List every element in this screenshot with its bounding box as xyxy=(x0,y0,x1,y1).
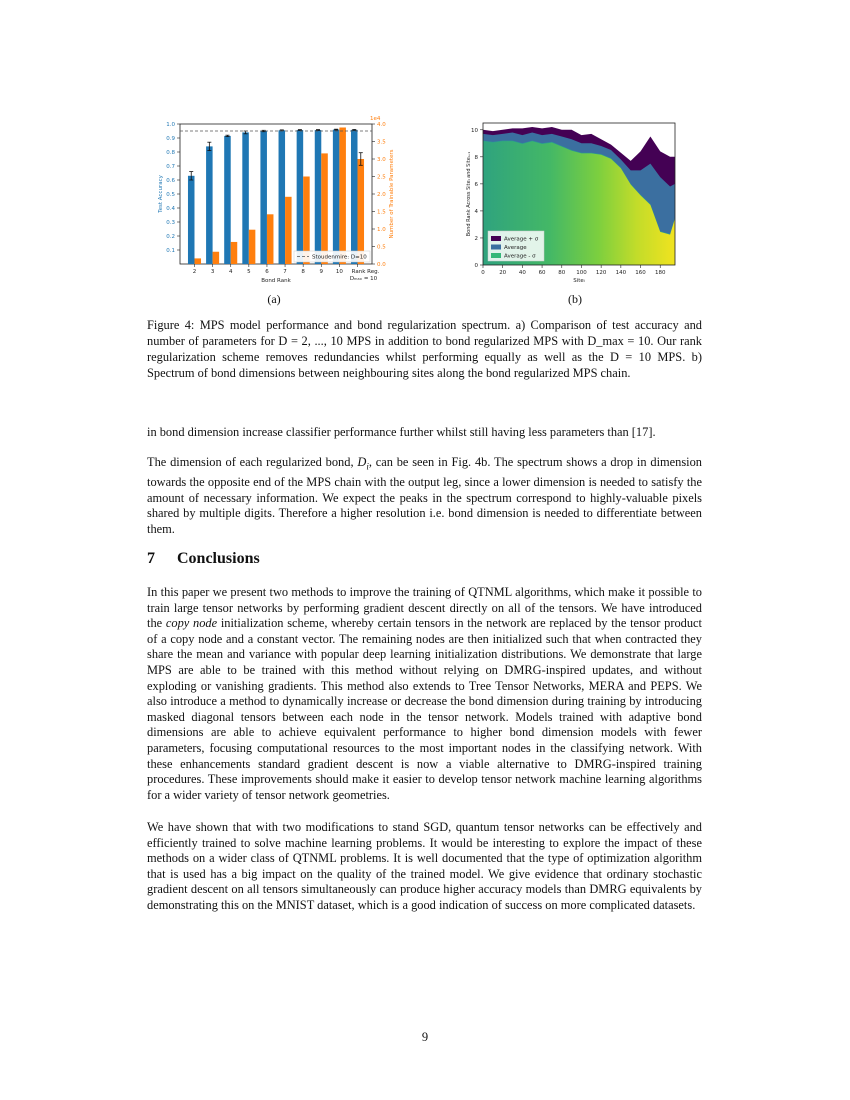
y-tick-label: 0.9 xyxy=(166,136,175,142)
x-tick-label: 180 xyxy=(654,270,666,276)
figure-4a-bar-chart xyxy=(150,112,400,292)
text-run: initialization scheme, whereby certain tensors in the network are replaced by the tensor product of a copy node and a constant vector. The remaining nodes are then initialized such that when contracted they share the mean and variance with popular deep learning initialization distributions. We demonstrate that large MPS are able to be trained with this method without relying on DMRG-inspired updates, and without exploding or vanishing gradients. This method also extends to Tree Tensor Networks, MERA and PEPS. We also introduce a method to dynamically increase or decrease the bond dimension during training by introducing masked diagonal tensors between each node in the tensor network. Models trained with adaptive bond dimensions are able to achieve equivalent performance to higher bond dimension models with fewer parameters, focusing computational resources to the most important nodes in the classifying network. With these enhancements standard gradient descent is now a viable alternative to DMRG-inspired training procedures. These improvements should make it easier to develop tensor network machine learning algorithms for a wider variety of tensor network geometries. xyxy=(147,616,702,802)
x-tick-label: 0 xyxy=(481,270,485,276)
x-tick-label: 2 xyxy=(192,269,197,275)
legend-label: Average xyxy=(504,245,527,251)
section-number: 7 xyxy=(147,550,155,567)
legend-swatch xyxy=(491,253,501,258)
y2-tick-label: 2.5 xyxy=(377,174,386,181)
legend-label: Stoudenmire: D=10 xyxy=(312,254,367,261)
params-bar xyxy=(267,214,274,264)
y-tick-label: 1.0 xyxy=(166,122,175,128)
y-tick-label: 0.8 xyxy=(166,150,175,156)
x-tick-label: 4 xyxy=(228,269,233,275)
accuracy-bar xyxy=(333,130,340,264)
y-tick-label: 10 xyxy=(471,127,478,134)
figure-caption xyxy=(147,317,702,381)
text-run: , can be seen in Fig. 4b. The spectrum shows a drop in dimension towards the opposite end of the MPS chain with the output leg, since a lower dimension is needed to satisfy the amount of necessary information. We expect the peaks in the spectrum correspond to highly-valuable pixels shared by multiple digits. Therefore a higher resolution i.e. bond dimension is needed to differentiate between them. xyxy=(147,455,702,536)
params-bar xyxy=(194,258,201,264)
y-axis-label: Test Accuracy xyxy=(158,175,164,213)
bar-chart-svg xyxy=(150,112,400,292)
spectrum-chart-svg xyxy=(460,115,700,290)
params-bar xyxy=(213,252,220,264)
x-tick-label: 140 xyxy=(615,270,627,276)
paragraph-conclusions-1 xyxy=(147,585,702,803)
y-tick-label: 0.2 xyxy=(166,234,175,240)
legend-swatch xyxy=(491,245,501,250)
math-subscript-i: i xyxy=(366,461,369,472)
legend-swatch xyxy=(491,236,501,241)
paragraph-conclusions-2: We have shown that with two modifications to stand SGD, quantum tensor networks can be effectively and efficiently trained to solve machine learning problems. It would be interesting to explore the impact of these methods on a wider class of QTNML problems. It is well documented that the type of optimization algorithm that is used has a big impact on the quality of the trained model. We give evidence that ordinary stochastic gradient descent on all tensors simultaneously can produce higher accuracy models than DMRG equivalents by demonstrating this on the MNIST dataset, which is a good indication of success on more complicated datasets. xyxy=(147,820,702,912)
text-run: The dimension of each regularized bond, xyxy=(147,455,358,469)
x-axis-label: Bond Rank xyxy=(261,278,291,284)
text-run: In this paper we present two methods to improve the training of QTNML algorithms, which make it possible to train large tensor networks by performing gradient descent directly on all of the tensors. We have introduced the xyxy=(147,585,702,631)
x-tick-label: 8 xyxy=(301,269,305,275)
y-tick-label: 0 xyxy=(474,263,478,269)
accuracy-bar xyxy=(351,130,358,264)
legend-label: Average - σ xyxy=(504,253,536,260)
x-tick-label: 60 xyxy=(538,270,546,276)
y-tick-label: 2 xyxy=(474,235,478,242)
x-axis-label: Siteᵢ xyxy=(573,278,585,284)
y2-multiplier: 1e4 xyxy=(370,116,381,122)
x-tick-label: 10 xyxy=(335,269,343,275)
legend-label: Average + σ xyxy=(504,236,539,243)
params-bar xyxy=(231,242,238,264)
emphasis-copy-node: copy node xyxy=(165,616,218,631)
y-tick-label: 0.7 xyxy=(166,164,175,170)
params-bar xyxy=(249,230,256,264)
y-tick-label: 0.6 xyxy=(166,178,175,184)
accuracy-bar xyxy=(297,130,304,264)
x-tick-label: 7 xyxy=(283,269,287,275)
params-bar xyxy=(339,128,346,265)
accuracy-bar xyxy=(279,130,286,264)
section-title: Conclusions xyxy=(177,550,260,567)
accuracy-bar xyxy=(242,132,249,264)
accuracy-bar xyxy=(315,130,322,264)
y2-tick-label: 2.0 xyxy=(377,192,386,198)
figure-4b-spectrum-chart xyxy=(460,115,700,290)
subfigure-a-label: (a) xyxy=(267,292,281,306)
params-bar xyxy=(321,153,328,264)
accuracy-bar xyxy=(224,136,231,264)
caption-text: MPS model performance and bond regularization spectrum. a) Comparison of test accuracy and number of parameters for D = 2, ..., 10 MPS in addition to bond regularized MPS with D_max = 10. Our rank regularization scheme removes redundancies whilst performing equally as well as the D = 10 MPS. b) Spectrum of bond dimensions between neighbouring sites along the bond regularized MPS chain. xyxy=(147,318,702,380)
x-tick-label: 6 xyxy=(265,269,269,275)
section-heading-conclusions xyxy=(147,550,260,568)
y-tick-label: 8 xyxy=(474,154,478,161)
caption-prefix: Figure 4: xyxy=(147,318,195,332)
y-tick-label: 0.5 xyxy=(166,192,175,198)
accuracy-bar xyxy=(260,131,267,264)
x-tick-label: 9 xyxy=(319,269,324,275)
x-tick-label: 3 xyxy=(210,269,215,275)
y2-tick-label: 3.0 xyxy=(377,157,386,163)
accuracy-bar xyxy=(206,146,213,264)
y2-tick-label: 4.0 xyxy=(377,122,386,128)
params-bar xyxy=(358,159,365,264)
y2-tick-label: 0.5 xyxy=(377,244,386,251)
y-tick-label: 0.3 xyxy=(166,220,175,226)
subfigure-b-label: (b) xyxy=(568,292,582,306)
x-tick-label: 80 xyxy=(558,270,566,276)
accuracy-bar xyxy=(188,176,195,264)
x-tick-label: 20 xyxy=(499,270,507,276)
math-D: D xyxy=(357,455,367,469)
params-bar xyxy=(285,197,292,264)
y-tick-label: 4 xyxy=(474,208,478,215)
y2-tick-label: 0.0 xyxy=(377,262,386,268)
paragraph-continued: in bond dimension increase classifier performance further whilst still having less parameters than [17]. xyxy=(147,425,656,439)
page-number: 9 xyxy=(421,1030,429,1044)
x-tick-label: 120 xyxy=(595,270,607,276)
y-tick-label: 6 xyxy=(474,181,478,188)
x-tick-label: 160 xyxy=(635,270,646,276)
y2-axis-label: Number of Trainable Parameters xyxy=(389,149,395,239)
x-tick-label: Dₘₐₓ = 10 xyxy=(349,276,378,282)
y-axis-label: Bond Rank Across Siteᵢ and Siteᵢ₊₁ xyxy=(466,151,472,237)
y-tick-label: 0.1 xyxy=(166,248,175,254)
y2-tick-label: 1.0 xyxy=(377,227,386,233)
y2-tick-label: 3.5 xyxy=(377,139,386,146)
x-tick-label: 40 xyxy=(518,270,526,276)
x-tick-label: Rank Reg. xyxy=(351,269,380,275)
y2-tick-label: 1.5 xyxy=(377,209,386,216)
y-tick-label: 0.4 xyxy=(166,206,175,212)
x-tick-label: 100 xyxy=(576,270,587,276)
paragraph-spectrum xyxy=(147,455,702,537)
x-tick-label: 5 xyxy=(247,269,251,275)
